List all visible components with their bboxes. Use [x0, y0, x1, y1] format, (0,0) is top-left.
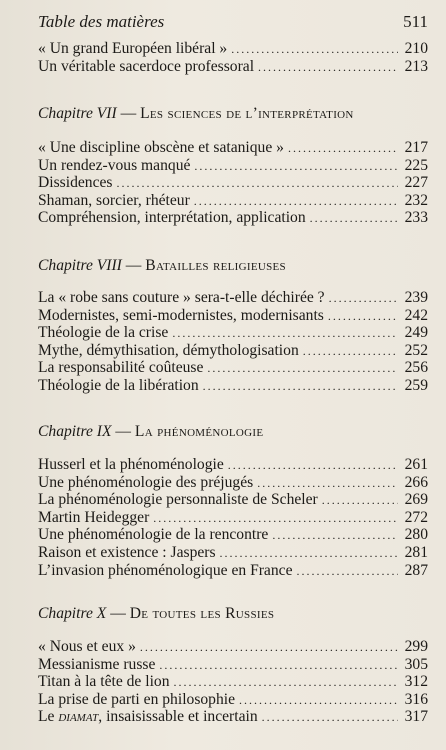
chapter-heading	[38, 256, 428, 276]
entry-label: Shaman, sorcier, rhéteur	[38, 191, 190, 209]
toc-entry	[38, 474, 428, 492]
leader-dots	[322, 492, 398, 510]
leader-dots	[203, 378, 398, 396]
entry-page: 227	[404, 174, 428, 192]
entry-label: Un rendez-vous manqué	[38, 156, 191, 174]
entry-label: Dissidences	[38, 174, 113, 192]
chapter-10	[38, 604, 428, 624]
entry-label-suffix: , insaisissable et incertain	[98, 708, 258, 726]
leader-dots	[174, 674, 398, 692]
entry-page: 266	[404, 473, 428, 491]
chapter-7-entries	[38, 139, 428, 227]
entry-page: 232	[404, 191, 428, 209]
toc-entry	[38, 289, 428, 307]
chapter-heading	[38, 104, 428, 124]
toc-entry	[38, 691, 428, 709]
leader-dots	[194, 158, 398, 176]
entry-label: La « robe sans couture » sera-t-elle déchirée ?	[38, 289, 325, 306]
entry-page: 269	[404, 491, 428, 509]
toc-entry	[38, 139, 428, 157]
leader-dots	[153, 510, 398, 528]
entry-page: 217	[404, 139, 428, 156]
entry-label: « Un grand Européen libéral »	[38, 40, 228, 57]
chapter-number: Chapitre VIII	[38, 257, 122, 274]
leader-dots	[228, 457, 398, 475]
entry-label: Un véritable sacerdoce professoral	[38, 57, 255, 75]
chapter-heading	[38, 604, 428, 624]
entry-label-prefix: Le	[38, 708, 59, 726]
chapter-dash: —	[121, 257, 146, 274]
leader-dots	[220, 545, 398, 563]
leader-dots	[329, 290, 398, 308]
entry-label: Théologie de la libération	[38, 376, 199, 394]
entry-label: Compréhension, interprétation, application	[38, 209, 306, 227]
entry-label: Titan à la tête de lion	[38, 673, 170, 691]
chapter-number: Chapitre VII	[38, 105, 117, 122]
entry-label: Messianisme russe	[38, 655, 156, 673]
toc-entry	[38, 40, 428, 58]
chapter-8	[38, 256, 428, 276]
entry-label: « Nous et eux »	[38, 638, 136, 655]
toc-entry	[38, 58, 428, 76]
toc-entry	[38, 673, 428, 691]
entry-page: 312	[404, 673, 428, 691]
entry-label: La responsabilité coûteuse	[38, 359, 204, 377]
leader-dots	[231, 41, 398, 59]
entry-label: L’invasion phénoménologique en France	[38, 561, 293, 579]
chapter-9	[38, 422, 428, 442]
entry-page: 252	[404, 341, 428, 359]
entry-label: Modernistes, semi-modernistes, modernisants	[38, 306, 324, 324]
entry-page: 281	[404, 543, 428, 561]
entry-page: 299	[404, 638, 428, 655]
leader-dots	[272, 527, 398, 545]
leader-dots	[297, 563, 399, 581]
entry-label: « Une discipline obscène et satanique »	[38, 139, 284, 156]
entry-page: 239	[404, 289, 428, 306]
header-page-number: 511	[403, 12, 428, 31]
entry-label: Mythe, démythisation, démythologisation	[38, 341, 299, 359]
leader-dots	[328, 308, 398, 326]
entry-page: 259	[404, 376, 428, 394]
leader-dots	[288, 140, 398, 158]
leader-dots	[207, 360, 398, 378]
entry-label: Raison et existence : Jaspers	[38, 543, 216, 561]
chapter-8-entries	[38, 289, 428, 395]
entry-label	[38, 708, 258, 726]
leader-dots	[172, 325, 398, 343]
toc-entry	[38, 157, 428, 175]
entry-label: Une phénoménologie des préjugés	[38, 473, 254, 491]
leader-dots	[194, 193, 398, 211]
entry-page: 256	[404, 359, 428, 377]
entry-label: La phénoménologie personnaliste de Scheler	[38, 491, 318, 509]
entry-page: 242	[404, 306, 428, 324]
chapter-number: Chapitre IX	[38, 423, 112, 440]
entry-page: 272	[404, 508, 428, 526]
chapter-title: Batailles religieuses	[145, 257, 286, 274]
running-header	[38, 8, 428, 34]
toc-entry	[38, 377, 428, 395]
entry-page: 280	[404, 526, 428, 544]
leader-dots	[257, 475, 398, 493]
toc-entry	[38, 526, 428, 544]
entry-page: 261	[404, 456, 428, 473]
entry-label: Théologie de la crise	[38, 324, 169, 342]
toc-entry	[38, 307, 428, 325]
entry-page: 316	[404, 690, 428, 708]
entry-page: 233	[404, 209, 428, 227]
chapter-dash: —	[106, 605, 130, 622]
chapter-heading	[38, 422, 428, 442]
chapter-7	[38, 104, 428, 124]
leader-dots	[140, 639, 398, 657]
leader-dots	[239, 692, 398, 710]
toc-entry	[38, 324, 428, 342]
toc-entry	[38, 192, 428, 210]
chapter-title: La phénoménologie	[134, 423, 264, 440]
chapter-title: Les sciences de l’interprétation	[140, 105, 354, 122]
toc-continuation	[38, 40, 428, 75]
entry-page: 213	[404, 57, 428, 75]
toc-entry	[38, 456, 428, 474]
entry-page: 317	[404, 708, 428, 726]
entry-page: 210	[404, 40, 428, 57]
leader-dots	[303, 343, 398, 361]
entry-label: Martin Heidegger	[38, 508, 150, 526]
chapter-dash: —	[111, 423, 135, 440]
leader-dots	[117, 175, 399, 193]
toc-entry	[38, 491, 428, 509]
leader-dots	[262, 709, 398, 727]
entry-page: 305	[404, 655, 428, 673]
toc-entry	[38, 708, 428, 726]
toc-entry	[38, 359, 428, 377]
entry-label-smallcaps: diamat	[58, 708, 99, 726]
entry-page: 249	[404, 324, 428, 342]
chapter-9-entries	[38, 456, 428, 579]
toc-entry	[38, 562, 428, 580]
entry-label: La prise de parti en philosophie	[38, 690, 236, 708]
toc-entry	[38, 209, 428, 227]
leader-dots	[310, 210, 398, 228]
leader-dots	[159, 657, 398, 675]
toc-entry	[38, 544, 428, 562]
toc-entry	[38, 342, 428, 360]
chapter-10-entries	[38, 638, 428, 726]
entry-label: Husserl et la phénoménologie	[38, 456, 224, 473]
entry-page: 287	[404, 561, 428, 579]
toc-entry	[38, 656, 428, 674]
chapter-number: Chapitre X	[38, 605, 107, 622]
chapter-title: De toutes les Russies	[129, 605, 275, 622]
toc-entry	[38, 509, 428, 527]
header-title: Table des matières	[38, 12, 165, 31]
toc-entry	[38, 638, 428, 656]
chapter-dash: —	[116, 105, 141, 122]
entry-label: Une phénoménologie de la rencontre	[38, 526, 269, 544]
entry-page: 225	[404, 156, 428, 174]
toc-entry	[38, 174, 428, 192]
leader-dots	[258, 59, 398, 77]
